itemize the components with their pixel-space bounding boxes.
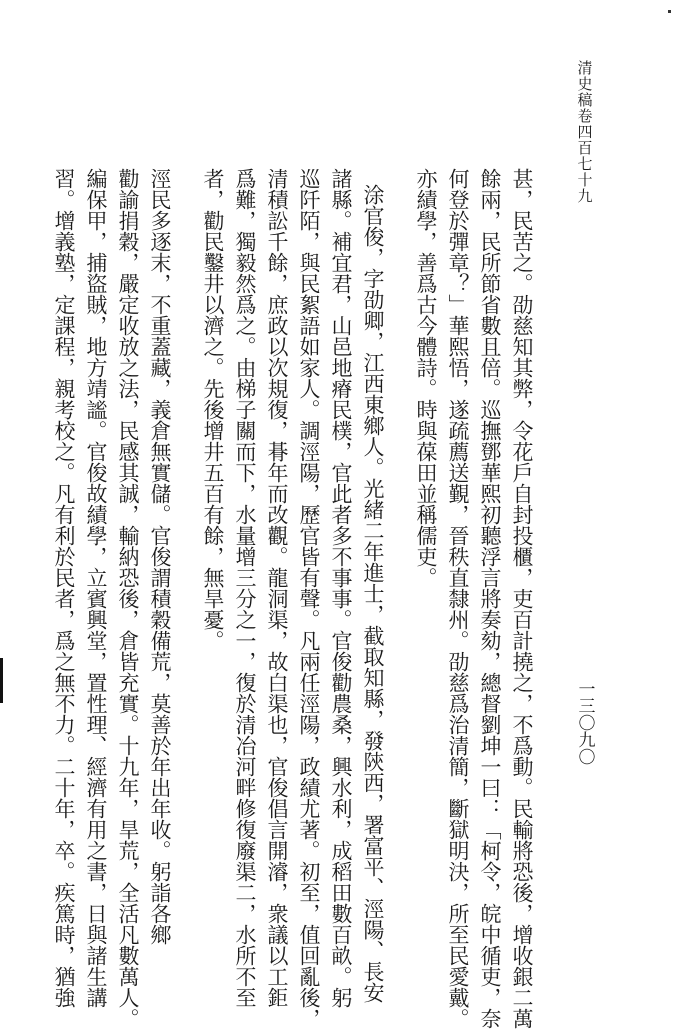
text-column: 餘兩，民所節省數且倍。巡撫鄧華熙初聽浮言將奏劾，總督劉坤一曰：「柯令，皖中循吏，奈: [478, 168, 502, 1029]
text-column: 者，勸民鑿井以濟之。先後增井五百有餘，無旱憂。: [201, 168, 225, 651]
biography-start-涂官俊: 涂官俊，字劭卿，江西東鄉人。光緒二年進士，截取知縣，發陝西，署富平、涇陽、長安: [361, 184, 385, 1003]
text-column: 爲難，獨毅然爲之。由梯子關而下，水量增三分之一，復於清冶河畔修復廢渠二，水所不至: [233, 168, 257, 1008]
text-column: 何登於彈章？」華熙悟，遂疏薦送覲，晉秩直隸州。劭慈爲治清簡，斷獄明決，所至民愛戴。: [446, 168, 470, 1029]
text-column: 編保甲，捕盜賊，地方靖謐。官俊故績學，立賓興堂，置性理、經濟有用之書，日與諸生講: [84, 168, 108, 1008]
paragraph-start: 涇民多逐末，不重蓋藏，義倉無實儲。官俊謂積穀備荒，莫善於年出年收。躬詣各鄉: [148, 168, 172, 945]
text-column: 勸諭捐穀，嚴定收放之法，民感其誠，輸納恐後，倉皆充實。十九年，旱荒，全活凡數萬人。: [116, 168, 140, 1029]
scan-edge-mark: [0, 658, 3, 703]
text-column: 諸縣。補宜君，山邑地瘠民樸，官此者多不事事。官俊勸農桑，興水利，成稻田數百畝。躬: [329, 168, 353, 1008]
page-number: [558, 680, 610, 775]
header-title: 清史稿卷四百七十九: [575, 60, 594, 204]
text-column: 清積訟千餘，庶政以次規復，朞年而改觀。龍洞渠，故白渠也，官俊倡言開濬，衆議以工鉅: [265, 168, 289, 1008]
running-header: [558, 60, 610, 204]
body-text: [52, 168, 538, 1029]
text-column: 甚，民苦之。劭慈知其弊，令花戶自封投櫃，吏百計撓之，不爲動。民輸將恐後，增收銀二萬: [510, 168, 534, 1029]
scan-speck: [668, 10, 671, 13]
text-column: 亦績學，善爲古今體詩。時與葆田並稱儒吏。: [414, 168, 438, 588]
text-column: 巡阡陌，與民絮語如家人。調涇陽，歷官皆有聲。凡兩任涇陽，政績尤著。初至，值回亂後，: [297, 168, 321, 1029]
page-number-text: 一三〇九〇: [574, 680, 595, 765]
text-column: 習。增義塾，定課程，親考校之。凡有利於民者，爲之無不力。二十年，卒。疾篤時，猶強: [52, 168, 76, 1008]
